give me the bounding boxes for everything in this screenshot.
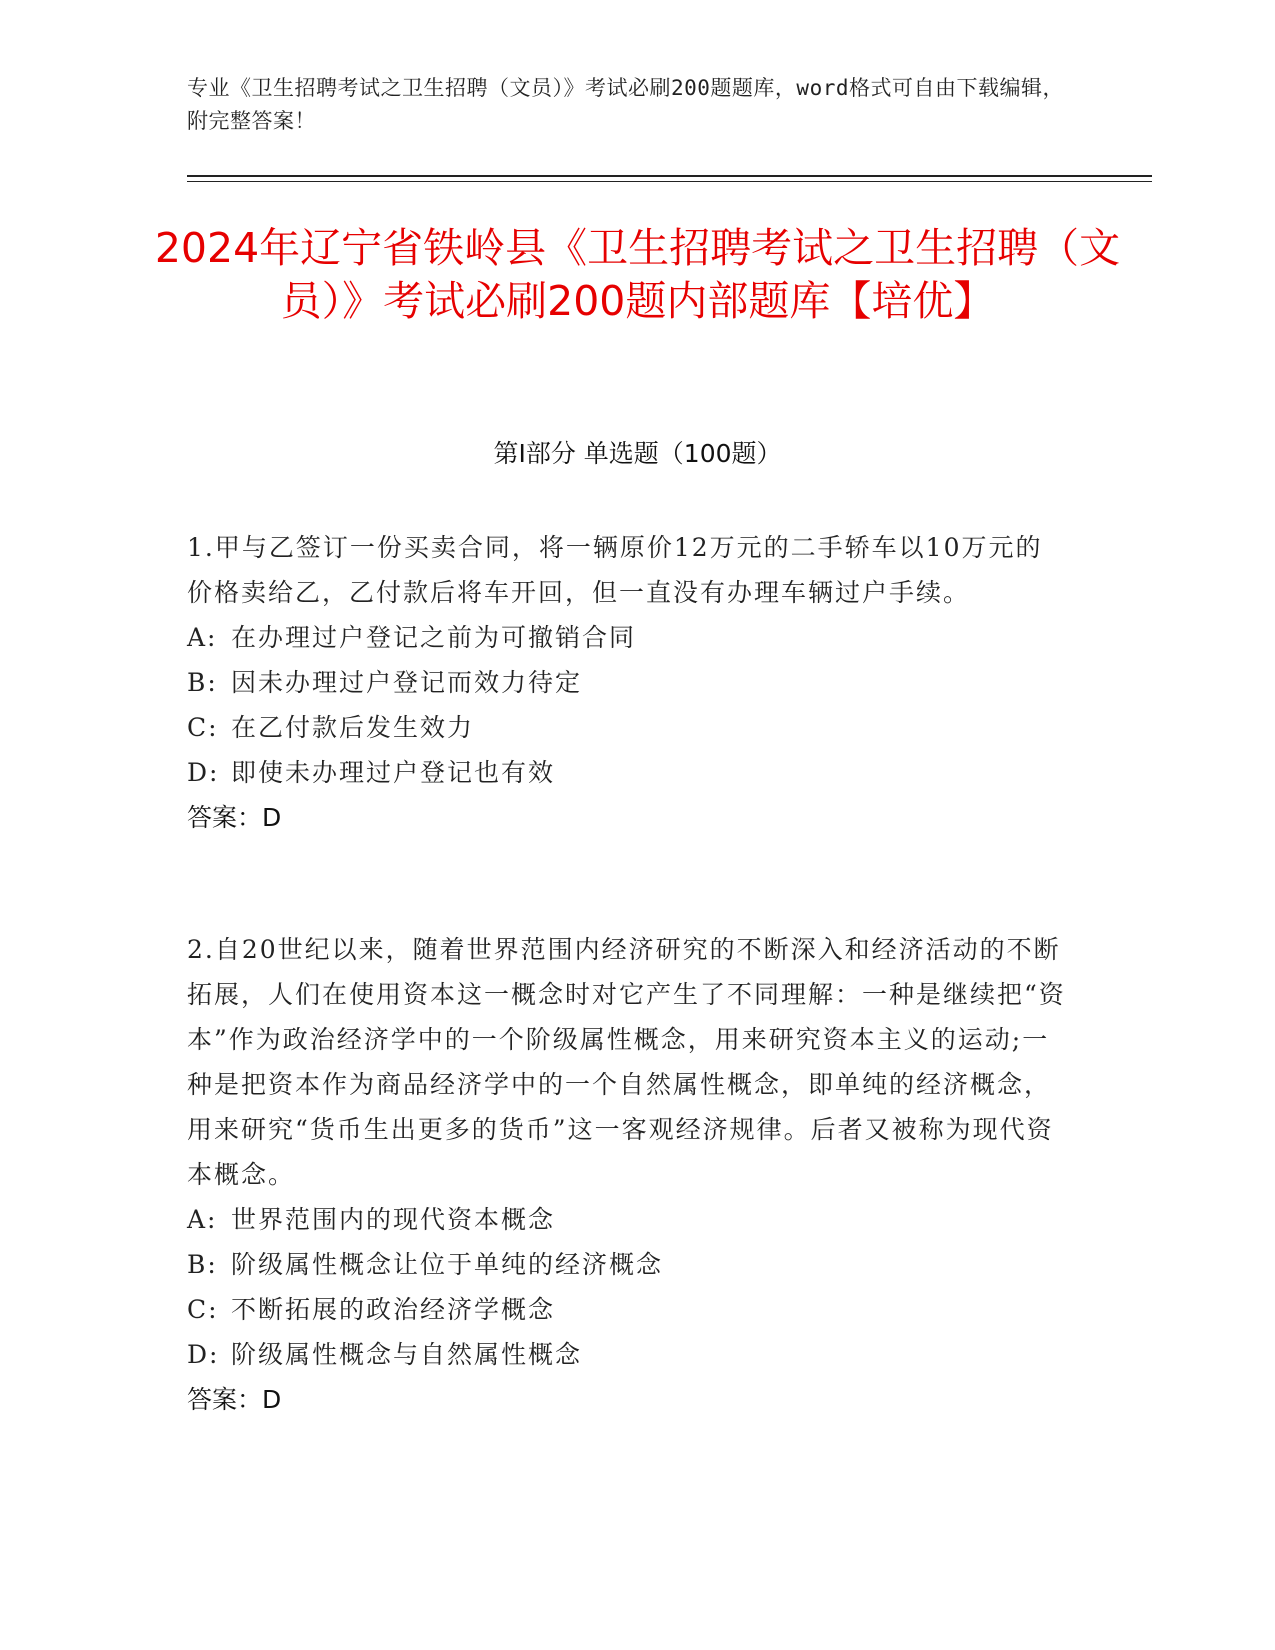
option-d	[187, 1332, 1067, 1377]
option-c	[187, 1287, 1067, 1332]
option-text: 在办理过户登记之前为可撤销合同	[231, 623, 637, 652]
question-stem: 2.自20世纪以来，随着世界范围内经济研究的不断深入和经济活动的不断拓展，人们在使用资本这一概念时对它产生了不同理解：一种是继续把“资本”作为政治经济学中的一个阶级属性概念，用来研究资本主义的运动;一种是把资本作为商品经济学中的一个自然属性概念，即单纯的经济概念，用来研究“货币生出更多的货币”这一客观经济规律。后者又被称为现代资本概念。	[187, 935, 1066, 1189]
document-title: 2024年辽宁省铁岭县《卫生招聘考试之卫生招聘（文员）》考试必刷200题内部题库【培优】	[154, 224, 1121, 325]
option-key: C:	[187, 713, 219, 742]
option-b	[187, 1242, 1067, 1287]
question-stem: 1.甲与乙签订一份买卖合同，将一辆原价12万元的二手轿车以10万元的价格卖给乙，乙付款后将车开回，但一直没有办理车辆过户手续。	[187, 533, 1043, 607]
option-key: B:	[187, 668, 218, 697]
question-block	[187, 525, 1067, 840]
option-d	[187, 750, 1067, 795]
header-divider-thick	[187, 175, 1152, 177]
option-a	[187, 615, 1067, 660]
option-key: D:	[187, 758, 220, 787]
option-text: 不断拓展的政治经济学概念	[231, 1295, 556, 1324]
option-c	[187, 705, 1067, 750]
option-key: A:	[187, 1205, 218, 1234]
header-note: 专业《卫生招聘考试之卫生招聘（文员）》考试必刷200题题库，word格式可自由下载编辑，附完整答案！	[187, 76, 1064, 133]
option-key: C:	[187, 1295, 219, 1324]
header-divider-thin	[187, 181, 1152, 182]
option-b	[187, 660, 1067, 705]
option-text: 在乙付款后发生效力	[231, 713, 475, 742]
option-text: 世界范围内的现代资本概念	[231, 1205, 556, 1234]
option-text: 因未办理过户登记而效力待定	[231, 668, 583, 697]
question-block	[187, 927, 1067, 1422]
answer-line: 答案：D	[187, 803, 282, 832]
option-key: B:	[187, 1250, 218, 1279]
option-key: D:	[187, 1340, 220, 1369]
answer-line: 答案：D	[187, 1385, 282, 1414]
option-text: 即使未办理过户登记也有效	[231, 758, 556, 787]
option-text: 阶级属性概念让位于单纯的经济概念	[231, 1250, 664, 1279]
option-text: 阶级属性概念与自然属性概念	[231, 1340, 583, 1369]
section-heading: 第Ⅰ部分 单选题（100题）	[493, 439, 782, 468]
option-a	[187, 1197, 1067, 1242]
option-key: A:	[187, 623, 218, 652]
